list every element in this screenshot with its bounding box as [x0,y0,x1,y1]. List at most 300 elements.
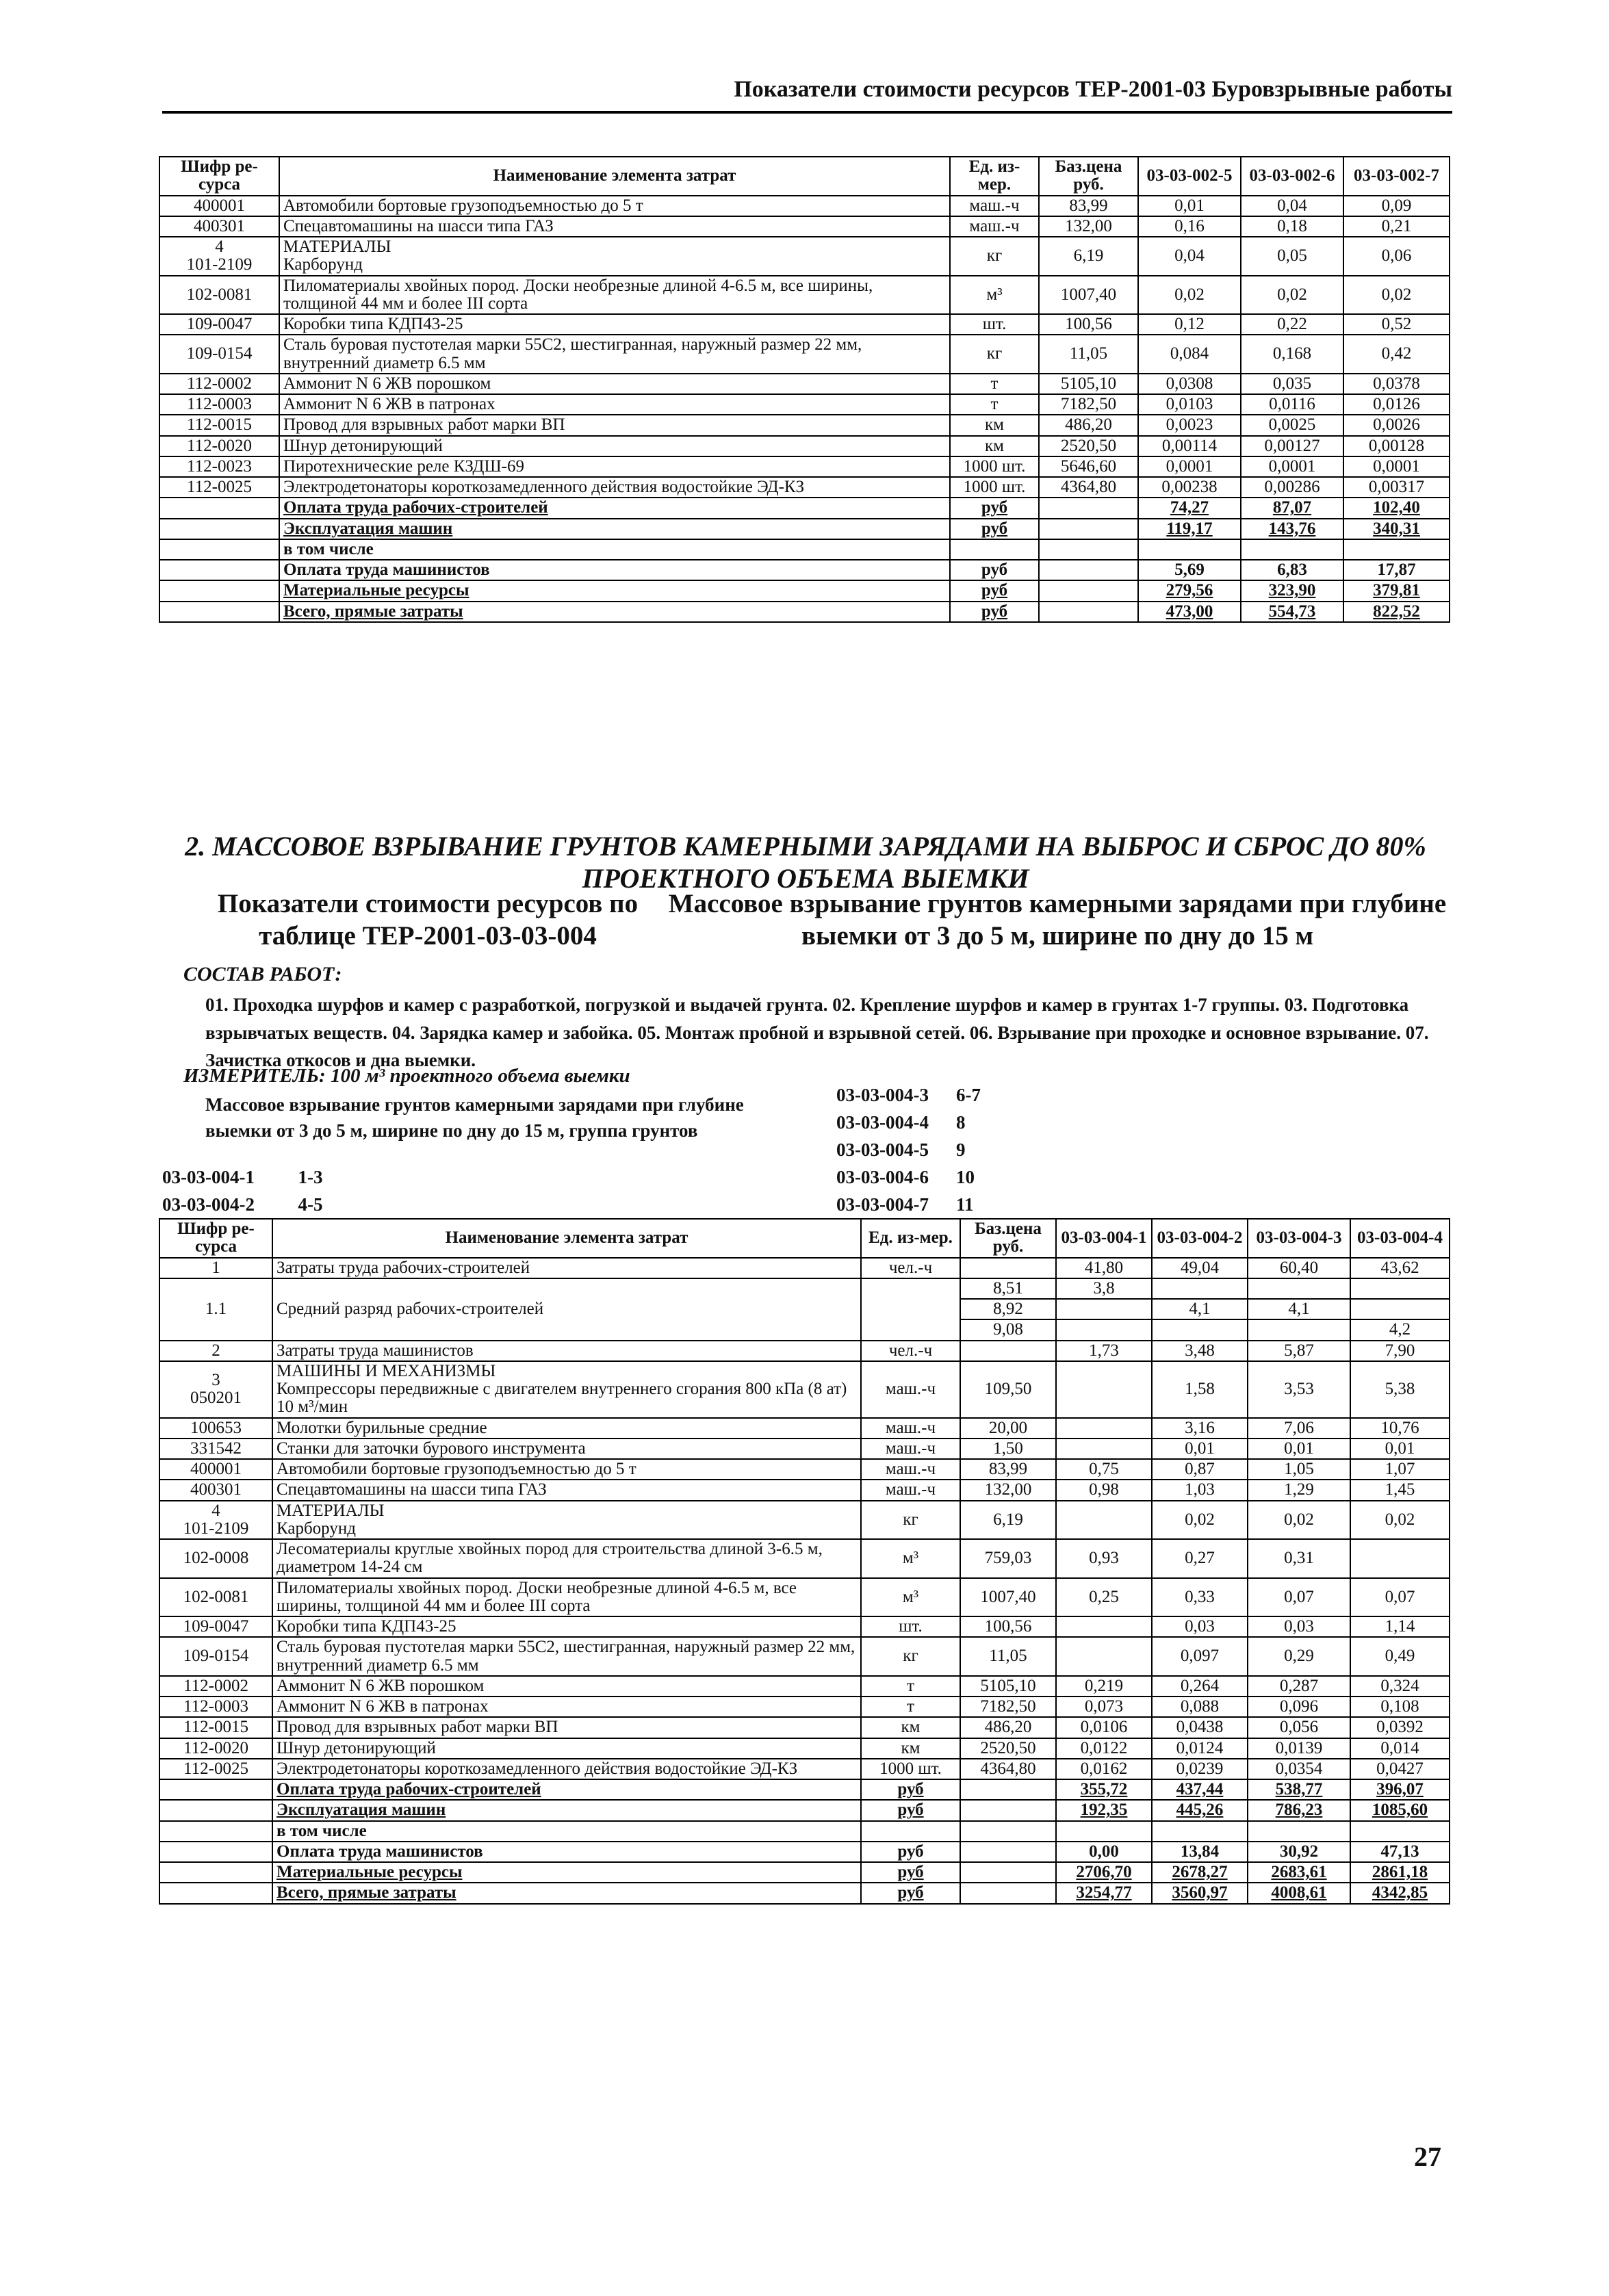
empty-cell [1039,580,1138,601]
unit: руб [950,560,1039,580]
summary-label: Эксплуатация машин [279,519,950,539]
table-row [159,1501,1450,1540]
summary-label: Материальные ресурсы [279,580,950,601]
summary-value: 4008,61 [1248,1883,1350,1903]
column-header: Ед. из-мер. [861,1219,960,1258]
table-row [159,1480,1450,1500]
norm-value: 0,056 [1248,1717,1350,1738]
summary-value [1152,1821,1248,1842]
unit: кг [861,1501,960,1540]
summary-value: 3560,97 [1152,1883,1248,1903]
soil-group: 11 [955,1194,974,1215]
resource-name: Аммонит N 6 ЖВ в патронах [279,394,950,415]
summary-label: в том числе [272,1821,861,1842]
norm-value: 0,0001 [1138,456,1241,477]
summary-value [1056,1821,1152,1842]
base-price: 132,00 [960,1480,1056,1500]
norm-value: 0,168 [1241,335,1343,374]
table-row [159,314,1450,335]
norm-value: 0,02 [1248,1501,1350,1540]
norm-value: 0,93 [1056,1539,1152,1578]
base-price: 1007,40 [960,1578,1056,1617]
norm-value: 0,49 [1350,1637,1450,1676]
base-price: 83,99 [960,1459,1056,1480]
resource-name: Станки для заточки бурового инструмента [272,1439,861,1459]
code-number: 03-03-004-4 [836,1112,929,1133]
table-row [159,374,1450,394]
base-price: 11,05 [1039,335,1138,374]
summary-value: 323,90 [1241,580,1343,601]
column-header: 03-03-004-1 [1056,1219,1152,1258]
norm-value: 0,073 [1056,1697,1152,1717]
norm-value: 0,98 [1056,1480,1152,1500]
resource-code: 331542 [159,1439,272,1459]
table-row [159,1361,1450,1418]
summary-value: 17,87 [1343,560,1450,580]
empty-cell [960,1862,1056,1883]
norm-value: 0,0354 [1248,1759,1350,1779]
table-row [159,196,1450,216]
unit: руб [950,519,1039,539]
norm-value: 0,0106 [1056,1717,1152,1738]
resource-name: Коробки типа КДП43-25 [279,314,950,335]
norm-value: 0,27 [1152,1539,1248,1578]
resource-name: Молотки бурильные средние [272,1418,861,1439]
norm-value: 0,0025 [1241,415,1343,435]
resource-code: 112-0023 [159,456,279,477]
summary-value: 340,31 [1343,519,1450,539]
summary-label: Оплата труда машинистов [272,1842,861,1862]
unit: маш.-ч [861,1418,960,1439]
summary-label: Всего, прямые затраты [279,602,950,622]
table-row [159,335,1450,374]
norm-value: 0,07 [1350,1578,1450,1617]
category-description: Массовое взрывание грунтов камерными зарядами при глубине выемки от 3 до 5 м, ширине по дну до 15 м, группа грунтов [205,1094,744,1141]
resource-name: Провод для взрывных работ марки ВП [272,1717,861,1738]
norm-value: 5,38 [1350,1361,1450,1418]
soil-group: 6-7 [955,1085,981,1105]
norm-value: 0,01 [1350,1439,1450,1459]
unit: 1000 шт. [861,1759,960,1779]
norm-value: 0,0392 [1350,1717,1450,1738]
summary-row [159,1842,1450,1862]
norm-value: 0,0001 [1343,456,1450,477]
unit: маш.-ч [861,1361,960,1418]
norm-value: 0,52 [1343,314,1450,335]
norm-value: 0,219 [1056,1676,1152,1697]
base-price: 5105,10 [960,1676,1056,1697]
code-number: 03-03-004-3 [836,1085,929,1105]
resource-name: Пиломатериалы хвойных пород. Доски необрезные длиной 4-6.5 м, все ширины, толщиной 44 мм и более III сорта [272,1578,861,1617]
resource-code: 112-0020 [159,436,279,456]
unit: м³ [861,1578,960,1617]
summary-row [159,602,1450,622]
resource-name: Электродетонаторы короткозамедленного действия водостойкие ЭД-КЗ [272,1759,861,1779]
norm-value: 0,108 [1350,1697,1450,1717]
code-entry [162,1167,322,1188]
norm-value: 0,00286 [1241,477,1343,498]
norm-value: 0,33 [1152,1578,1248,1617]
measurement-unit: ИЗМЕРИТЕЛЬ: 100 м³ проектного объема выемки [183,1065,630,1087]
column-header: Баз.цена руб. [1039,157,1138,196]
norm-value: 0,00114 [1138,436,1241,456]
column-header: 03-03-004-3 [1248,1219,1350,1258]
column-header: Шифр ре-сурса [159,1219,272,1258]
unit: м³ [861,1539,960,1578]
empty-cell [159,1883,272,1903]
norm-value: 0,03 [1248,1616,1350,1637]
norm-value: 0,05 [1241,237,1343,276]
summary-value: 6,83 [1241,560,1343,580]
work-composition-text: 01. Проходка шурфов и камер с разработкой, погрузкой и выдачей грунта. 02. Крепление шурфов и камер в грунтах 1-7 группы. 03. Подготовка взрывчатых веществ. 04. Зарядка камер и забойка. 05. Монтаж пробной и взрывной сетей. 06. Взрывание при проходке и основное взрывание. 07. Зачистка откосов и дна выемки. [205,994,1429,1070]
table-row [159,1578,1450,1617]
soil-group: 4-5 [298,1194,323,1215]
base-price: 5646,60 [1039,456,1138,477]
norm-value: 3,8 [1056,1278,1152,1299]
summary-value: 396,07 [1350,1779,1450,1800]
norm-value: 0,21 [1343,216,1450,237]
base-price: 1,50 [960,1439,1056,1459]
base-price: 759,03 [960,1539,1056,1578]
summary-value: 3254,77 [1056,1883,1152,1903]
norm-value: 0,264 [1152,1676,1248,1697]
resource-code: 1.1 [159,1278,272,1341]
norm-value: 0,0427 [1350,1759,1450,1779]
summary-label: Оплата труда машинистов [279,560,950,580]
table-row [159,1717,1450,1738]
summary-label: Материальные ресурсы [272,1862,861,1883]
unit: руб [861,1862,960,1883]
unit: км [861,1738,960,1759]
column-header: 03-03-002-7 [1343,157,1450,196]
summary-value: 87,07 [1241,498,1343,518]
norm-value [1152,1319,1248,1340]
unit: км [861,1717,960,1738]
norm-value: 0,0122 [1056,1738,1152,1759]
norm-value: 0,31 [1248,1539,1350,1578]
unit: руб [861,1800,960,1820]
resource-name: Спецавтомашины на шасси типа ГАЗ [279,216,950,237]
empty-cell [159,580,279,601]
summary-value: 279,56 [1138,580,1241,601]
unit: маш.-ч [861,1459,960,1480]
unit: т [950,394,1039,415]
resource-code: 3 050201 [159,1361,272,1418]
norm-value [1056,1299,1152,1319]
base-price: 4364,80 [960,1759,1056,1779]
empty-cell [960,1883,1056,1903]
code-entry [836,1167,975,1188]
norm-value: 0,04 [1241,196,1343,216]
resource-code: 100653 [159,1418,272,1439]
norm-value: 0,035 [1241,374,1343,394]
summary-value [1350,1821,1450,1842]
norm-value: 5,87 [1248,1341,1350,1361]
resource-code: 4 101-2109 [159,237,279,276]
resource-name: МАТЕРИАЛЫ Карборунд [279,237,950,276]
norm-value: 0,014 [1350,1738,1450,1759]
base-price: 132,00 [1039,216,1138,237]
page-number: 27 [1414,2141,1441,2172]
norm-value: 0,0103 [1138,394,1241,415]
resource-name: Лесоматериалы круглые хвойных пород для строительства длиной 3-6.5 м, диаметром 14-24 см [272,1539,861,1578]
summary-value [1241,539,1343,560]
table-row [159,456,1450,477]
table1-body [159,196,1450,622]
summary-label: Всего, прямые затраты [272,1883,861,1903]
summary-value: 473,00 [1138,602,1241,622]
summary-row [159,580,1450,601]
norm-value: 0,22 [1241,314,1343,335]
summary-label: Оплата труда рабочих-строителей [279,498,950,518]
summary-value [1138,539,1241,560]
norm-value: 3,16 [1152,1418,1248,1439]
norm-value: 0,02 [1343,276,1450,315]
resource-code: 400001 [159,196,279,216]
summary-value: 4342,85 [1350,1883,1450,1903]
summary-value: 437,44 [1152,1779,1248,1800]
resource-code: 112-0025 [159,1759,272,1779]
resource-code: 112-0015 [159,415,279,435]
summary-value: 538,77 [1248,1779,1350,1800]
resource-name: Аммонит N 6 ЖВ в патронах [272,1697,861,1717]
norm-value: 0,02 [1241,276,1343,315]
norm-value: 0,088 [1152,1697,1248,1717]
norm-value: 3,48 [1152,1341,1248,1361]
empty-cell [159,519,279,539]
summary-row [159,1779,1450,1800]
norm-value: 0,04 [1138,237,1241,276]
resource-name: Коробки типа КДП43-25 [272,1616,861,1637]
index-table-reference: Показатели стоимости ресурсов по таблице ТЕР-2001-03-03-004 [217,889,639,951]
unit: кг [950,335,1039,374]
base-price: 5105,10 [1039,374,1138,394]
table-row [159,436,1450,456]
norm-value: 0,0438 [1152,1717,1248,1738]
norm-value: 41,80 [1056,1258,1152,1278]
resource-name: Сталь буровая пустотелая марки 55С2, шестигранная, наружный размер 22 мм, внутренний диаметр 6.5 мм [272,1637,861,1676]
empty-cell [159,1821,272,1842]
norm-value: 0,00317 [1343,477,1450,498]
norm-value: 4,2 [1350,1319,1450,1340]
norm-value: 0,096 [1248,1697,1350,1717]
unit: руб [861,1883,960,1903]
summary-row [159,560,1450,580]
header-rule [162,111,1452,114]
code-entry [836,1194,974,1215]
empty-cell [960,1779,1056,1800]
empty-cell [861,1278,960,1341]
norm-value: 0,324 [1350,1676,1450,1697]
resource-name: Спецавтомашины на шасси типа ГАЗ [272,1480,861,1500]
unit: маш.-ч [950,216,1039,237]
base-price: 11,05 [960,1637,1056,1676]
base-price: 83,99 [1039,196,1138,216]
table-row [159,1759,1450,1779]
summary-value: 47,13 [1350,1842,1450,1862]
code-entry [836,1085,981,1106]
summary-row [159,498,1450,518]
code-number: 03-03-004-5 [836,1139,929,1160]
work-composition-heading: СОСТАВ РАБОТ: [183,963,342,985]
unit [861,1821,960,1842]
unit: 1000 шт. [950,456,1039,477]
summary-row [159,519,1450,539]
resource-code: 109-0154 [159,1637,272,1676]
grade-value: 8,51 [960,1278,1056,1299]
table-row [159,1539,1450,1578]
norm-value: 43,62 [1350,1258,1450,1278]
norm-value: 0,287 [1248,1676,1350,1697]
summary-value: 13,84 [1152,1842,1248,1862]
resource-name: Затраты труда рабочих-строителей [272,1258,861,1278]
empty-cell [960,1800,1056,1820]
norm-value: 0,02 [1350,1501,1450,1540]
resource-name: Пиломатериалы хвойных пород. Доски необрезные длиной 4-6.5 м, все ширины, толщиной 44 мм и более III сорта [279,276,950,315]
unit: кг [861,1637,960,1676]
code-entry [836,1112,965,1133]
table-row [159,1341,1450,1361]
soil-group: 10 [955,1167,975,1187]
norm-value: 0,0001 [1241,456,1343,477]
unit: шт. [950,314,1039,335]
unit: маш.-ч [861,1439,960,1459]
summary-value: 1085,60 [1350,1800,1450,1820]
summary-value: 74,27 [1138,498,1241,518]
table-row [159,1439,1450,1459]
base-price: 7182,50 [960,1697,1056,1717]
index-table-description: Массовое взрывание грунтов камерными зарядами при глубине выемки от 3 до 5 м, ширине по дну до 15 м [668,889,1447,951]
resource-name: Аммонит N 6 ЖВ порошком [272,1676,861,1697]
summary-value: 102,40 [1343,498,1450,518]
base-price: 20,00 [960,1418,1056,1439]
empty-cell [159,498,279,518]
resource-table-2 [159,1218,1450,1905]
table-row [159,1459,1450,1480]
unit: маш.-ч [950,196,1039,216]
table-row [159,1676,1450,1697]
norm-value: 49,04 [1152,1258,1248,1278]
empty-cell [159,1779,272,1800]
empty-cell [159,1842,272,1862]
summary-row [159,539,1450,560]
norm-value: 0,06 [1343,237,1450,276]
resource-code: 400001 [159,1459,272,1480]
resource-name: Электродетонаторы короткозамедленного действия водостойкие ЭД-КЗ [279,477,950,498]
norm-value: 0,29 [1248,1637,1350,1676]
table2-body [159,1258,1450,1904]
empty-cell [1039,560,1138,580]
unit: руб [950,580,1039,601]
resource-code: 112-0020 [159,1738,272,1759]
unit [950,539,1039,560]
unit: шт. [861,1616,960,1637]
table-row [159,1258,1450,1278]
norm-value: 0,097 [1152,1637,1248,1676]
norm-value: 1,07 [1350,1459,1450,1480]
norm-value: 0,02 [1152,1501,1248,1540]
resource-code: 112-0002 [159,374,279,394]
summary-value: 2678,27 [1152,1862,1248,1883]
base-price: 2520,50 [1039,436,1138,456]
norm-value: 1,03 [1152,1480,1248,1500]
resource-name: Затраты труда машинистов [272,1341,861,1361]
norm-value: 7,90 [1350,1341,1450,1361]
resource-code: 1 [159,1258,272,1278]
norm-value: 7,06 [1248,1418,1350,1439]
unit: км [950,436,1039,456]
unit: чел.-ч [861,1341,960,1361]
summary-value: 143,76 [1241,519,1343,539]
resource-name: Сталь буровая пустотелая марки 55С2, шестигранная, наружный размер 22 мм, внутренний диаметр 6.5 мм [279,335,950,374]
base-price: 100,56 [960,1616,1056,1637]
summary-value: 5,69 [1138,560,1241,580]
norm-value: 0,12 [1138,314,1241,335]
norm-value: 0,0162 [1056,1759,1152,1779]
unit: маш.-ч [861,1480,960,1500]
summary-value: 192,35 [1056,1800,1152,1820]
column-header: Ед. из-мер. [950,157,1039,196]
norm-value: 1,73 [1056,1341,1152,1361]
column-header: 03-03-002-6 [1241,157,1343,196]
norm-value: 0,0126 [1343,394,1450,415]
norm-value: 0,0239 [1152,1759,1248,1779]
resource-name: Средний разряд рабочих-строителей [272,1278,861,1341]
resource-name: Аммонит N 6 ЖВ порошком [279,374,950,394]
resource-table-1 [159,156,1450,623]
empty-cell [159,602,279,622]
norm-value: 0,00127 [1241,436,1343,456]
resource-code: 102-0081 [159,1578,272,1617]
summary-value: 822,52 [1343,602,1450,622]
resource-name: Автомобили бортовые грузоподъемностью до 5 т [279,196,950,216]
norm-value: 0,00238 [1138,477,1241,498]
summary-row [159,1883,1450,1903]
resource-code: 112-0003 [159,1697,272,1717]
empty-cell [159,560,279,580]
resource-code: 4 101-2109 [159,1501,272,1540]
unit: т [861,1697,960,1717]
norm-value: 0,25 [1056,1578,1152,1617]
header-title: Показатели стоимости ресурсов ТЕР-2001-03 Буровзрывные работы [734,77,1452,102]
code-entry [162,1194,322,1215]
summary-row [159,1862,1450,1883]
summary-value: 554,73 [1241,602,1343,622]
summary-value: 445,26 [1152,1800,1248,1820]
summary-value: 786,23 [1248,1800,1350,1820]
resource-code: 109-0154 [159,335,279,374]
norm-value: 0,07 [1248,1578,1350,1617]
empty-cell [159,1862,272,1883]
resource-code: 109-0047 [159,1616,272,1637]
resource-code: 112-0025 [159,477,279,498]
soil-group: 8 [955,1112,966,1133]
norm-value: 0,02 [1138,276,1241,315]
unit: т [861,1676,960,1697]
column-header: 03-03-002-5 [1138,157,1241,196]
column-header: Наименование элемента затрат [272,1219,861,1258]
norm-value: 0,18 [1241,216,1343,237]
norm-value: 1,45 [1350,1480,1450,1500]
column-header: Баз.цена руб. [960,1219,1056,1258]
empty-cell [1039,498,1138,518]
base-price [960,1341,1056,1361]
summary-value: 30,92 [1248,1842,1350,1862]
resource-name: МАТЕРИАЛЫ Карборунд [272,1501,861,1540]
summary-label: Оплата труда рабочих-строителей [272,1779,861,1800]
base-price [960,1258,1056,1278]
table1-header-row [159,157,1450,196]
